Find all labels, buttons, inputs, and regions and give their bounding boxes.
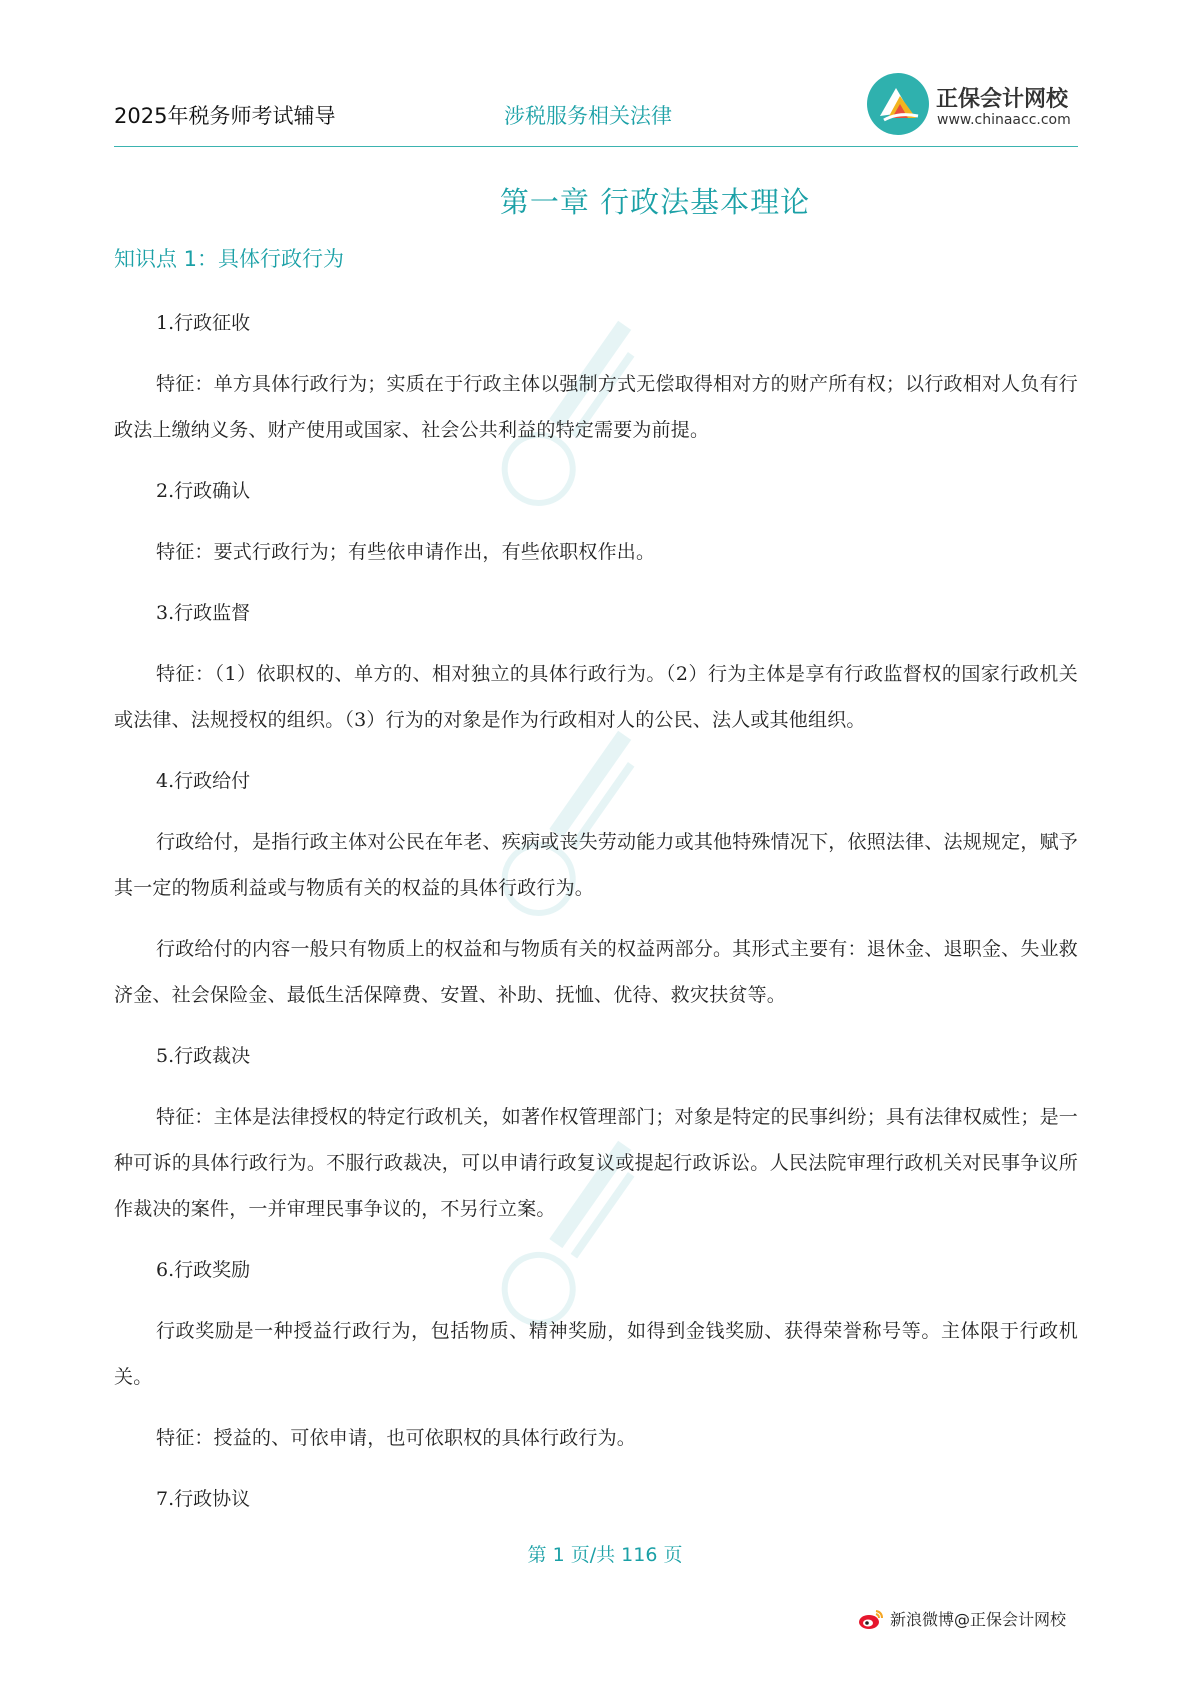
chapter-title: 第一章 行政法基本理论 xyxy=(499,185,811,219)
section-heading: 2.行政确认 xyxy=(156,480,251,502)
page-header xyxy=(114,64,1078,147)
chinaacc-logo-icon xyxy=(866,72,930,136)
page-indicator: 第 1 页/共 116 页 xyxy=(527,1544,683,1566)
paragraph: 行政给付的内容一般只有物质上的权益和与物质有关的权益两部分。其形式主要有：退休金、退职金、失业救济金、社会保险金、最低生活保障费、安置、补助、抚恤、优待、救灾扶贫等。 xyxy=(114,938,1078,1006)
logo xyxy=(866,72,1078,136)
section-heading: 1.行政征收 xyxy=(156,312,251,334)
paragraph: 特征：（1）依职权的、单方的、相对独立的具体行政行为。（2）行为主体是享有行政监督权的国家行政机关或法律、法规授权的组织。（3）行为的对象是作为行政相对人的公民、法人或其他组织。 xyxy=(114,663,1078,731)
logo-name: 正保会计网校 xyxy=(936,87,1069,112)
section-heading: 7.行政协议 xyxy=(156,1488,251,1510)
document-body xyxy=(114,300,1078,1537)
knowledge-point-title: 知识点 1：具体行政行为 xyxy=(114,247,345,271)
logo-url: www.chinaacc.com xyxy=(937,112,1071,128)
paragraph: 特征：授益的、可依申请，也可依职权的具体行政行为。 xyxy=(156,1427,637,1449)
section-heading: 3.行政监督 xyxy=(156,602,251,624)
section-heading: 5.行政裁决 xyxy=(156,1045,251,1067)
section-heading: 4.行政给付 xyxy=(156,770,251,792)
weibo-text: 新浪微博@正保会计网校 xyxy=(890,1610,1067,1629)
subject-title: 涉税服务相关法律 xyxy=(504,104,672,128)
paragraph: 特征：要式行政行为；有些依申请作出，有些依职权作出。 xyxy=(156,541,656,563)
paragraph: 行政给付，是指行政主体对公民在年老、疾病或丧失劳动能力或其他特殊情况下，依照法律、法规规定，赋予其一定的物质利益或与物质有关的权益的具体行政行为。 xyxy=(114,831,1078,899)
section-heading: 6.行政奖励 xyxy=(156,1259,251,1281)
exam-title: 2025年税务师考试辅导 xyxy=(114,104,336,128)
paragraph: 行政奖励是一种授益行政行为，包括物质、精神奖励，如得到金钱奖励、获得荣誉称号等。主体限于行政机关。 xyxy=(114,1320,1078,1388)
paragraph: 特征：单方具体行政行为；实质在于行政主体以强制方式无偿取得相对方的财产所有权；以行政相对人负有行政法上缴纳义务、财产使用或国家、社会公共利益的特定需要为前提。 xyxy=(114,373,1078,441)
paragraph: 特征：主体是法律授权的特定行政机关，如著作权管理部门；对象是特定的民事纠纷；具有法律权威性；是一种可诉的具体行政行为。不服行政裁决，可以申请行政复议或提起行政诉讼。人民法院审理行政机关对民事争议所作裁决的案件，一并审理民事争议的，不另行立案。 xyxy=(114,1106,1078,1220)
weibo-icon xyxy=(858,1608,884,1630)
